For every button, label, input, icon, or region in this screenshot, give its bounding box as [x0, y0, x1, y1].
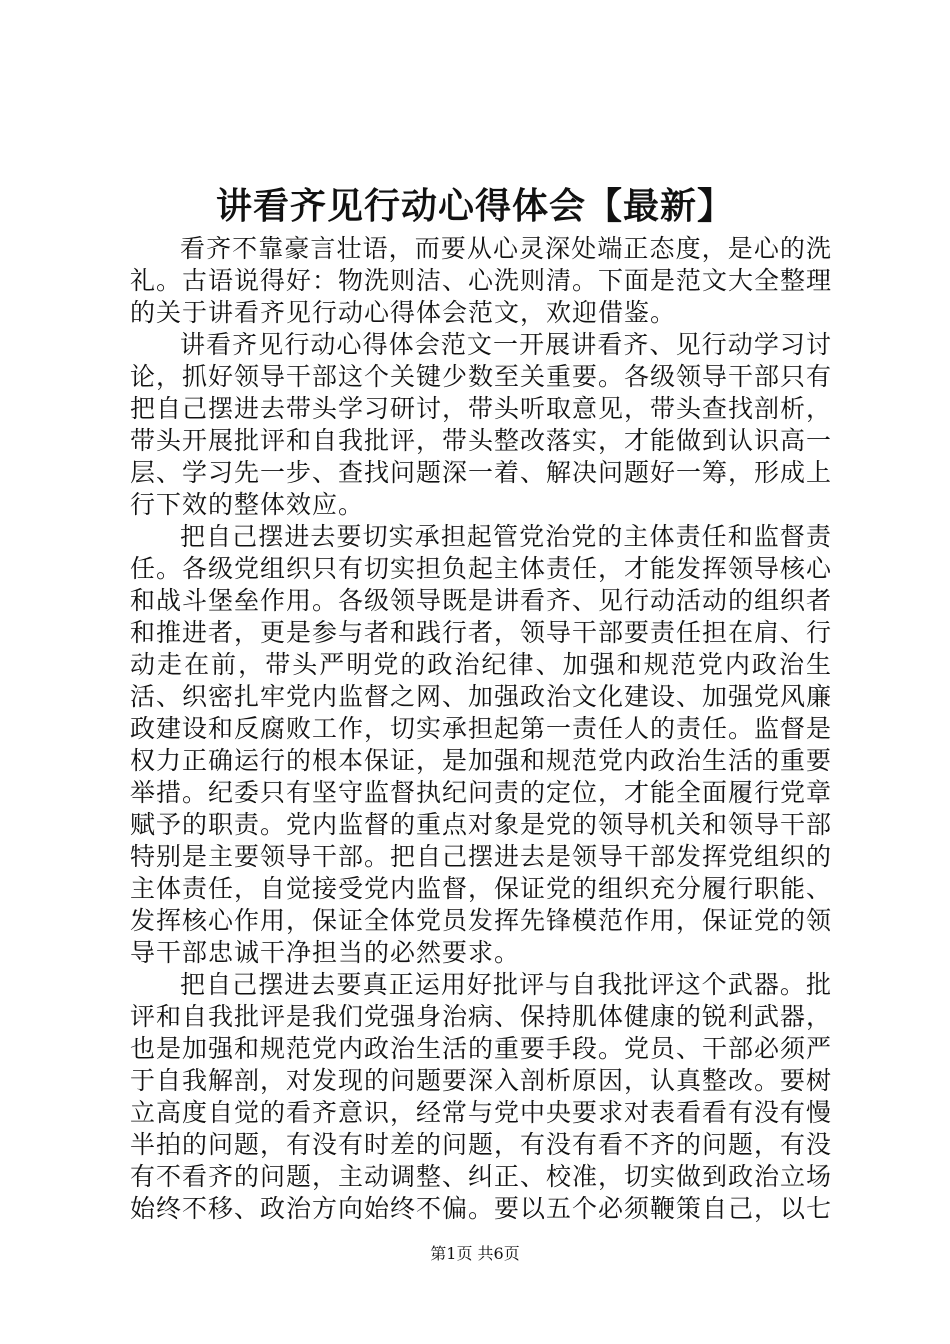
page-footer: 第1页 共6页: [430, 1244, 520, 1263]
document-title: 讲看齐见行动心得体会【最新】: [215, 185, 734, 227]
paragraph-intro: 看齐不靠豪言壮语，而要从心灵深处端正态度，是心的洗礼。古语说得好：物洗则洁、心洗则清。下面是范文大全整理的关于讲看齐见行动心得体会范文，欢迎借鉴。: [130, 234, 833, 327]
paragraph-3: 把自己摆进去要真正运用好批评与自我批评这个武器。批评和自我批评是我们党强身治病、保持肌体健康的锐利武器，也是加强和规范党内政治生活的重要手段。党员、干部必须严于自我解剖，对发现的问题要深入剖析原因，认真整改。要树立高度自觉的看齐意识，经常与党中央要求对表看看有没有慢半拍的问题，有没有时差的问题，有没有看不齐的问题，有没有不看齐的问题，主动调整、纠正、校准，切实做到政治立场始终不移、政治方向始终不偏。要以五个必须鞭策自己，以七: [130, 970, 833, 1223]
document-body: [130, 233, 832, 1225]
paragraph-2: 把自己摆进去要切实承担起管党治党的主体责任和监督责任。各级党组织只有切实担负起主体责任，才能发挥领导核心和战斗堡垒作用。各级领导既是讲看齐、见行动活动的组织者和推进者，更是参与者和践行者，领导干部要责任担在肩、行动走在前，带头严明党的政治纪律、加强和规范党内政治生活、织密扎牢党内监督之网、加强政治文化建设、加强党风廉政建设和反腐败工作，切实承担起第一责任人的责任。监督是权力正确运行的根本保证，是加强和规范党内政治生活的重要举措。纪委只有坚守监督执纪问责的定位，才能全面履行党章赋予的职责。党内监督的重点对象是党的领导机关和领导干部特别是主要领导干部。把自己摆进去是领导干部发挥党组织的主体责任，自觉接受党内监督，保证党的组织充分履行职能、发挥核心作用，保证全体党员发挥先锋模范作用，保证党的领导干部忠诚干净担当的必然要求。: [130, 522, 833, 967]
paragraph-1: 讲看齐见行动心得体会范文一开展讲看齐、见行动学习讨论，抓好领导干部这个关键少数至关重要。各级领导干部只有把自己摆进去带头学习研讨，带头听取意见，带头查找剖析，带头开展批评和自我批评，带头整改落实，才能做到认识高一层、学习先一步、查找问题深一着、解决问题好一筹，形成上行下效的整体效应。: [130, 330, 833, 519]
